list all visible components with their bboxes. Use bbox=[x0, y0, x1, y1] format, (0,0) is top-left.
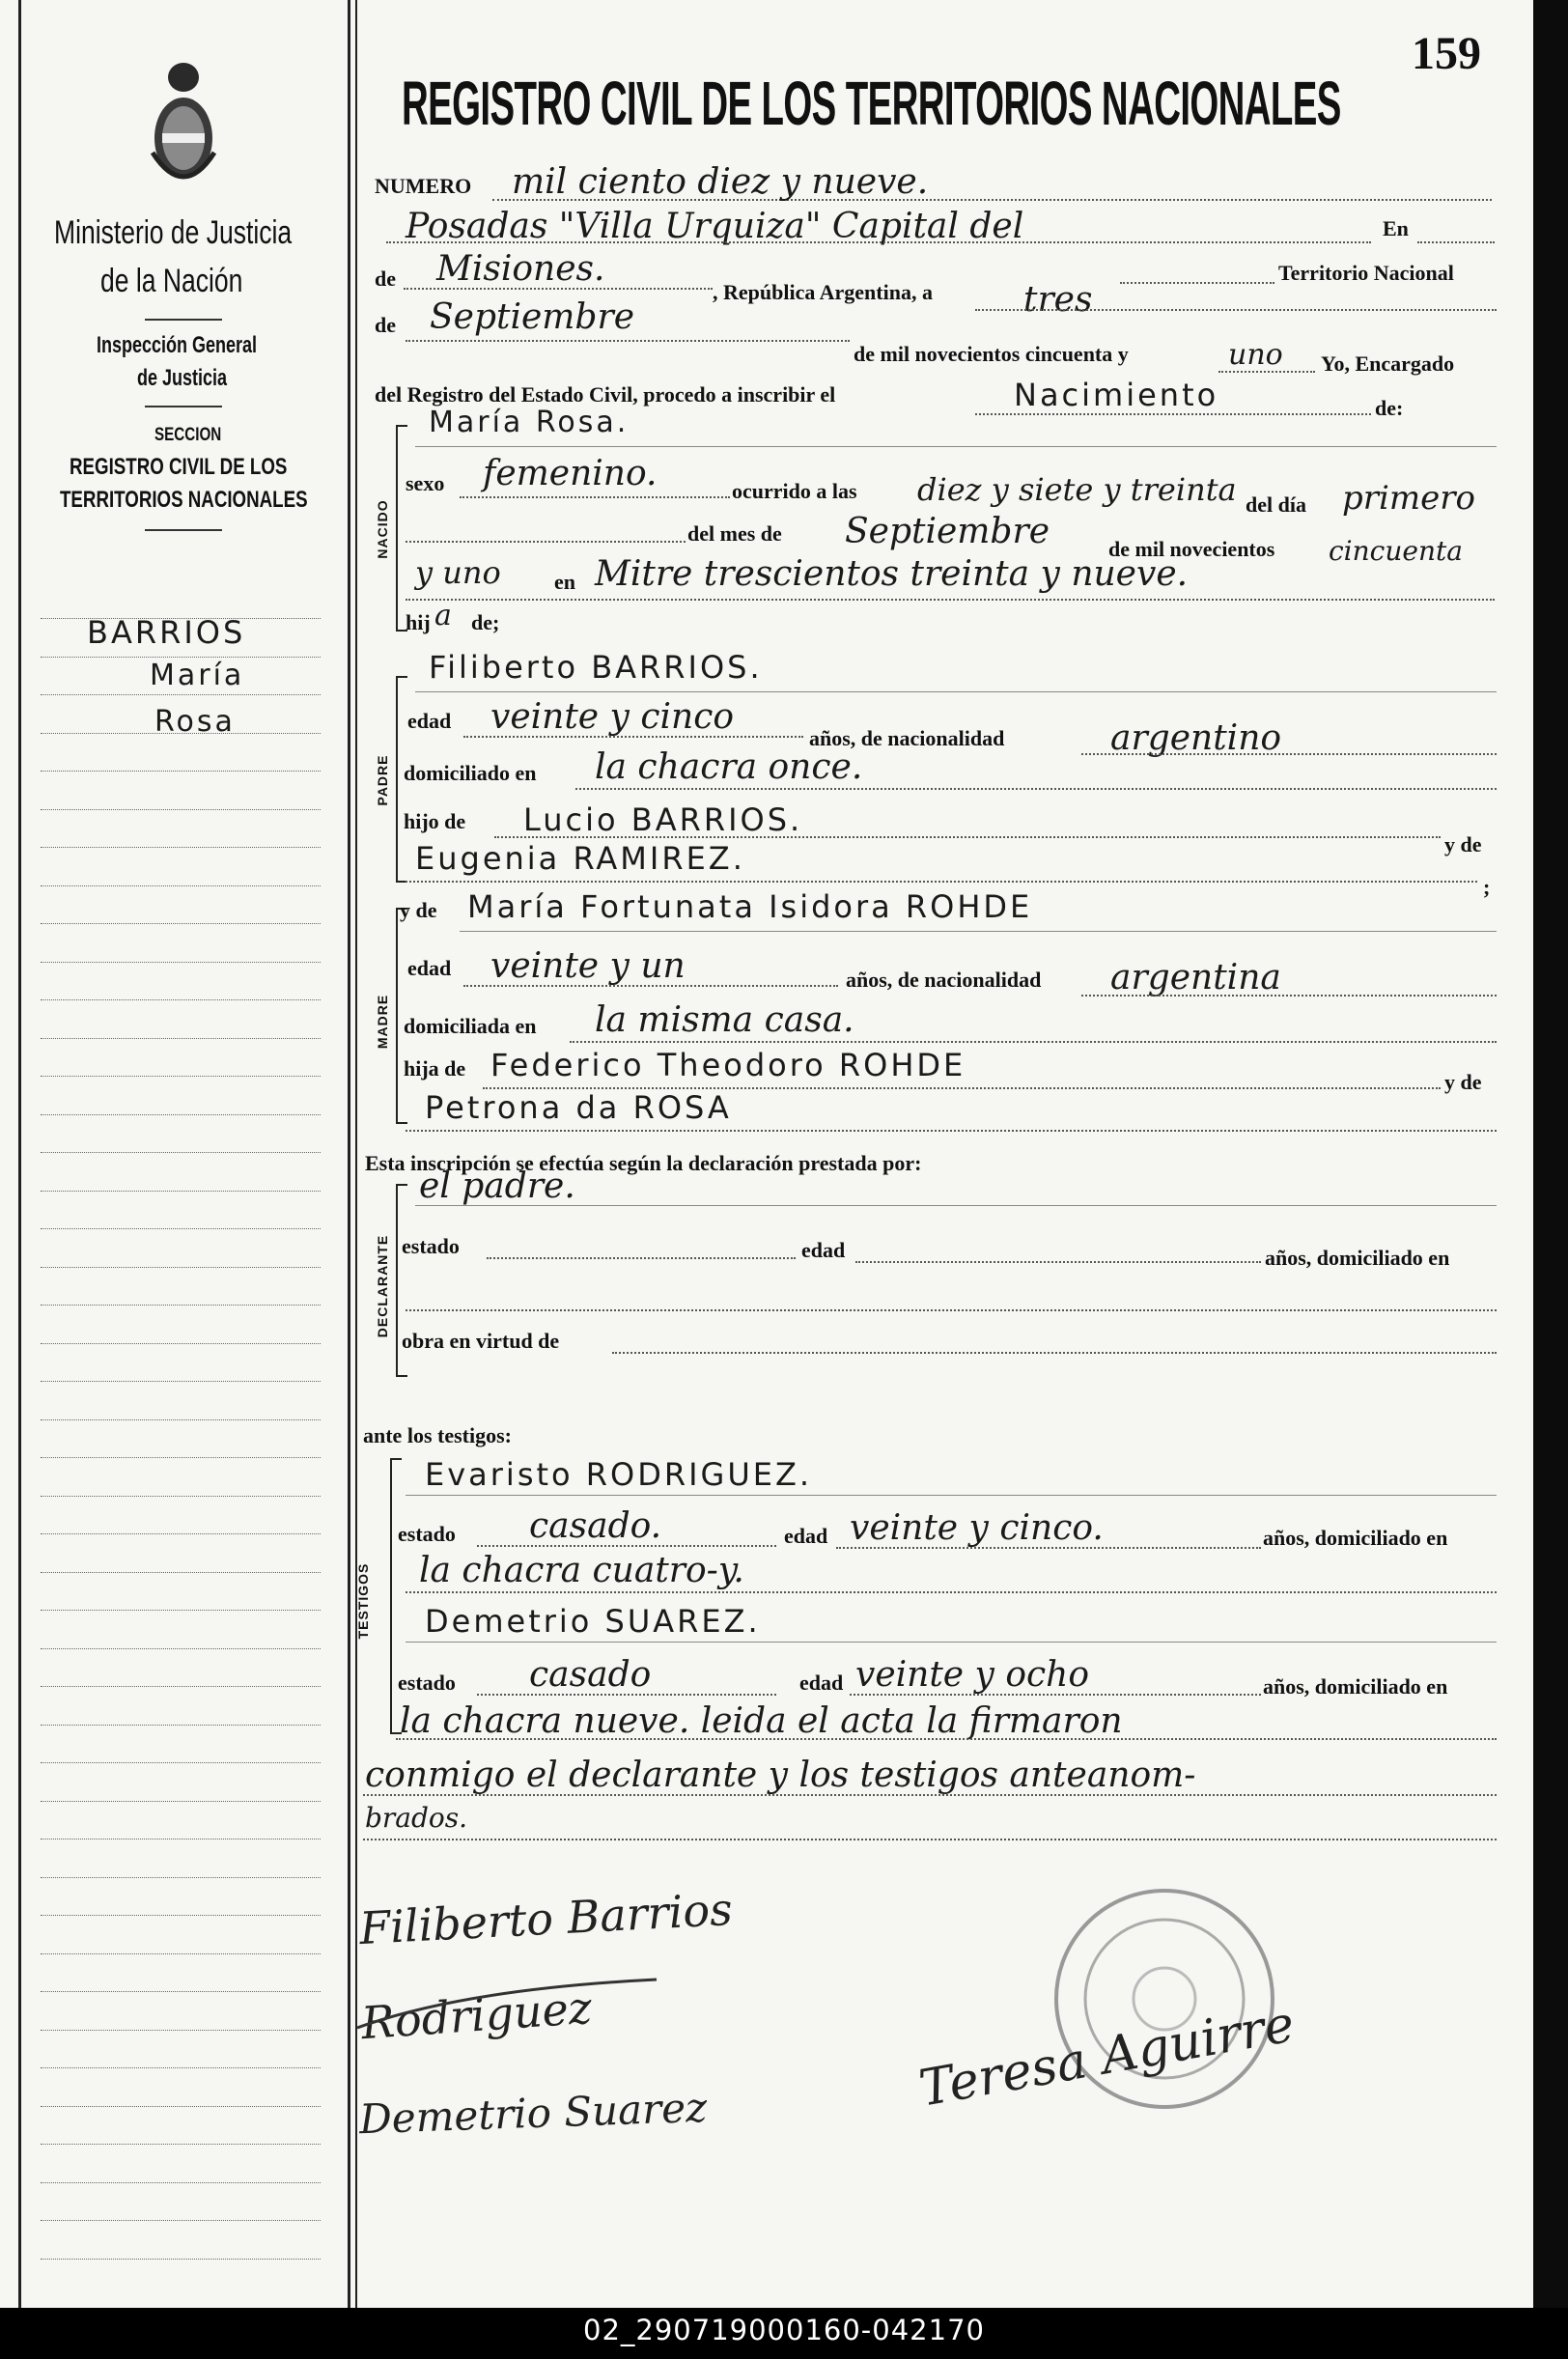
left-ruled-line bbox=[41, 618, 321, 619]
padre-domicilio-label: domiciliado en bbox=[404, 761, 537, 785]
closing-line-1: conmigo el declarante y los testigos anteanom- bbox=[365, 1755, 1196, 1795]
left-ruled-line bbox=[41, 2106, 321, 2107]
en-line bbox=[1417, 241, 1495, 243]
signature-demetrio: Demetrio Suarez bbox=[358, 2083, 708, 2144]
hijo-label: hij bbox=[406, 610, 431, 634]
testigo2-dom-line bbox=[396, 1738, 1497, 1740]
lugar-value: Mitre trescientos treinta y nueve. bbox=[595, 554, 1189, 594]
padre-padre-line bbox=[494, 836, 1441, 838]
left-ruled-line bbox=[41, 2030, 321, 2031]
de-colon: de: bbox=[1375, 396, 1404, 420]
inspection-divider bbox=[145, 406, 222, 407]
ocurrido-label: ocurrido a las bbox=[732, 479, 857, 503]
left-ruled-line bbox=[41, 1648, 321, 1649]
left-ruled-line bbox=[41, 1991, 321, 1992]
margin-surname: BARRIOS bbox=[87, 614, 246, 651]
declarante-estado-line bbox=[487, 1257, 796, 1259]
padre-nacionalidad-value: argentino bbox=[1110, 718, 1282, 758]
coat-of-arms-seal bbox=[145, 56, 222, 191]
territorio-label: Territorio Nacional bbox=[1278, 261, 1454, 285]
madre-name: María Fortunata Isidora ROHDE bbox=[467, 888, 1033, 925]
testigo1-estado-value: casado. bbox=[529, 1506, 662, 1546]
padre-domicilio-value: la chacra once. bbox=[595, 747, 863, 787]
madre-domicilio-label: domiciliada en bbox=[404, 1014, 537, 1038]
left-ruled-line bbox=[41, 2182, 321, 2183]
sexo-value: femenino. bbox=[483, 454, 658, 493]
day-line bbox=[975, 309, 1497, 311]
madre-padre-value: Federico Theodoro ROHDE bbox=[490, 1047, 966, 1083]
testigo2-domicilio-value: la chacra nueve. leida el acta la firmaron bbox=[400, 1701, 1123, 1741]
madre-madre-value: Petrona da ROSA bbox=[425, 1089, 732, 1126]
left-ruled-line bbox=[41, 962, 321, 963]
testigo1-dom-line bbox=[406, 1591, 1497, 1593]
left-ruled-line bbox=[41, 1267, 321, 1268]
nacido-en-label: en bbox=[554, 570, 575, 594]
left-ruled-line bbox=[41, 2067, 321, 2068]
mes-pre-line bbox=[406, 541, 686, 543]
territory-line bbox=[404, 288, 713, 290]
nacido-name: María Rosa. bbox=[429, 406, 630, 439]
left-ruled-line bbox=[41, 1305, 321, 1306]
year-value: uno bbox=[1228, 338, 1283, 372]
mil-label: de mil novecientos bbox=[1108, 537, 1275, 561]
madre-edad-label: edad bbox=[407, 956, 452, 980]
testigo1-name-line bbox=[406, 1495, 1497, 1496]
testigo1-edad-label: edad bbox=[784, 1524, 828, 1548]
testigo1-estado-label: estado bbox=[398, 1522, 456, 1546]
madre-hija-de-label: hija de bbox=[404, 1056, 466, 1081]
dia-value: primero bbox=[1342, 479, 1475, 518]
ministry-divider bbox=[145, 319, 222, 321]
left-ruled-line bbox=[41, 1877, 321, 1878]
left-ruled-line bbox=[41, 1915, 321, 1916]
en-label: En bbox=[1383, 216, 1409, 240]
declarante-obra-line bbox=[612, 1352, 1497, 1354]
del-mes-label: del mes de bbox=[687, 521, 782, 546]
signature-teresa: Teresa Aguirre bbox=[914, 1995, 1299, 2119]
testigos-side-label: TESTIGOS bbox=[355, 1562, 371, 1640]
testigo2-estado-value: casado bbox=[529, 1655, 652, 1695]
inspection-line-2: de Justicia bbox=[137, 365, 228, 391]
lugar-line bbox=[406, 599, 1495, 601]
sexo-line bbox=[460, 496, 730, 498]
padre-y-de-label: y de bbox=[1444, 832, 1482, 857]
mes-value: Septiembre bbox=[845, 512, 1050, 551]
left-ruled-line bbox=[41, 1953, 321, 1954]
month-value: Septiembre bbox=[430, 297, 634, 337]
declarante-edad-label: edad bbox=[801, 1238, 846, 1262]
left-ruled-line bbox=[41, 1686, 321, 1687]
signature-flourish bbox=[348, 1970, 666, 2047]
testigo2-edad-line bbox=[850, 1694, 1261, 1696]
madre-y-de-label: y de bbox=[400, 898, 437, 922]
declarante-dom-line bbox=[406, 1309, 1497, 1311]
section-line-1: REGISTRO CIVIL DE LOS bbox=[70, 454, 288, 480]
left-ruled-line bbox=[41, 1381, 321, 1382]
left-ruled-line bbox=[41, 2144, 321, 2145]
testigo2-name-line bbox=[406, 1642, 1497, 1643]
year-label: de mil novecientos cincuenta y bbox=[854, 342, 1129, 366]
madre-anios-label: años, de nacionalidad bbox=[846, 968, 1042, 992]
padre-edad-line bbox=[463, 736, 803, 738]
testigo1-edad-line bbox=[836, 1547, 1261, 1549]
left-ruled-line bbox=[41, 1343, 321, 1344]
left-ruled-line bbox=[41, 1496, 321, 1497]
left-ruled-line bbox=[41, 1038, 321, 1039]
declarante-anios-label: años, domiciliado en bbox=[1265, 1246, 1450, 1270]
madre-nac-line bbox=[1081, 995, 1497, 997]
padre-side-label: PADRE bbox=[375, 754, 390, 806]
column-divider bbox=[348, 0, 350, 2308]
left-ruled-line bbox=[41, 1152, 321, 1153]
closing-line-2-rule bbox=[363, 1839, 1497, 1840]
section-line-2: TERRITORIOS NACIONALES bbox=[60, 487, 308, 513]
left-ruled-line bbox=[41, 1457, 321, 1458]
de-label-1: de bbox=[375, 267, 396, 291]
del-dia-label: del día bbox=[1246, 492, 1306, 517]
declarante-estado-label: estado bbox=[402, 1234, 460, 1258]
ministry-line-2: de la Nación bbox=[100, 263, 243, 299]
scan-edge bbox=[1533, 0, 1568, 2308]
testigo2-edad-value: veinte y ocho bbox=[855, 1655, 1090, 1695]
madre-nacionalidad-value: argentina bbox=[1110, 958, 1281, 997]
capital-line bbox=[1120, 282, 1274, 284]
declarante-name: el padre. bbox=[419, 1166, 575, 1206]
left-ruled-line bbox=[41, 1801, 321, 1802]
testigo2-name: Demetrio SUAREZ. bbox=[425, 1603, 761, 1640]
madre-domicilio-value: la misma casa. bbox=[595, 1000, 854, 1040]
margin-given-2: Rosa bbox=[154, 705, 236, 739]
yo-label: Yo, Encargado bbox=[1321, 351, 1455, 376]
left-margin-line bbox=[18, 0, 21, 2308]
column-divider-inner bbox=[355, 0, 357, 2308]
madre-edad-value: veinte y un bbox=[490, 946, 686, 986]
signature-filiberto: Filiberto Barrios bbox=[357, 1882, 734, 1955]
act-value: Nacimiento bbox=[1014, 377, 1219, 413]
ministry-line-1: Ministerio de Justicia bbox=[54, 214, 293, 251]
testigo2-edad-label: edad bbox=[799, 1671, 844, 1695]
place-value: Posadas "Villa Urquiza" Capital del bbox=[406, 207, 1024, 246]
section-divider bbox=[145, 529, 222, 531]
signature-rodriguez: Rodriguez bbox=[359, 1980, 594, 2050]
testigo1-domicilio-value: la chacra cuatro-y. bbox=[419, 1551, 744, 1590]
territory-value: Misiones. bbox=[436, 249, 605, 289]
padre-dom-line bbox=[575, 788, 1497, 790]
closing-line-1-rule bbox=[363, 1794, 1497, 1796]
padre-name: Filiberto BARRIOS. bbox=[429, 649, 763, 686]
left-ruled-line bbox=[41, 2220, 321, 2221]
left-ruled-line bbox=[41, 923, 321, 924]
padre-padre-value: Lucio BARRIOS. bbox=[523, 801, 803, 838]
left-ruled-line bbox=[41, 1191, 321, 1192]
registro-label: del Registro del Estado Civil, procedo a inscribir el bbox=[375, 382, 836, 407]
hora-value: diez y siete y treinta bbox=[917, 471, 1237, 508]
left-ruled-line bbox=[41, 847, 321, 848]
anio-value-a: cincuenta bbox=[1329, 535, 1463, 567]
testigos-intro: ante los testigos: bbox=[363, 1423, 512, 1447]
left-ruled-line bbox=[41, 1533, 321, 1534]
testigo2-anios-label: años, domiciliado en bbox=[1263, 1674, 1448, 1699]
margin-given-1: María bbox=[150, 659, 245, 692]
padre-anios-label: años, de nacionalidad bbox=[809, 726, 1005, 750]
padre-nac-line bbox=[1081, 753, 1497, 755]
left-ruled-line bbox=[41, 771, 321, 772]
declarante-edad-line bbox=[855, 1261, 1261, 1263]
madre-dom-line bbox=[570, 1041, 1497, 1043]
left-ruled-line bbox=[41, 1228, 321, 1229]
inspection-line-1: Inspección General bbox=[97, 332, 258, 358]
left-ruled-line bbox=[41, 733, 321, 734]
testigo2-estado-label: estado bbox=[398, 1671, 456, 1695]
nacido-name-line bbox=[415, 446, 1497, 447]
left-ruled-line bbox=[41, 885, 321, 886]
left-ruled-line bbox=[41, 1762, 321, 1763]
hijo-de-label: de; bbox=[471, 610, 500, 634]
madre-edad-line bbox=[463, 985, 838, 987]
left-ruled-line bbox=[41, 1725, 321, 1726]
folio-number: 159 bbox=[1412, 28, 1481, 79]
place-line bbox=[386, 241, 1371, 243]
year-line bbox=[1218, 371, 1315, 373]
de-label-2: de bbox=[375, 313, 396, 337]
padre-name-line bbox=[415, 691, 1497, 692]
republica-label: , República Argentina, a bbox=[713, 280, 933, 304]
sexo-label: sexo bbox=[406, 471, 445, 495]
left-ruled-line bbox=[41, 1076, 321, 1077]
section-label: SECCION bbox=[154, 425, 222, 445]
testigo2-estado-line bbox=[477, 1694, 776, 1696]
footer-id: 02_290719000160-042170 bbox=[583, 2314, 985, 2346]
padre-madre-value: Eugenia RAMIREZ. bbox=[415, 840, 745, 877]
madre-side-label: MADRE bbox=[375, 994, 390, 1050]
page-title: REGISTRO CIVIL DE LOS TERRITORIOS NACIONALES bbox=[402, 69, 1341, 138]
left-ruled-line bbox=[41, 1610, 321, 1611]
left-ruled-line bbox=[41, 1114, 321, 1115]
declarante-side-label: DECLARANTE bbox=[375, 1234, 390, 1338]
nacido-side-label: NACIDO bbox=[375, 499, 390, 559]
declarante-intro: Esta inscripción se efectúa según la declaración prestada por: bbox=[365, 1151, 922, 1175]
declarante-name-line bbox=[415, 1205, 1497, 1206]
padre-hijo-de-label: hijo de bbox=[404, 809, 466, 833]
testigo1-anios-label: años, domiciliado en bbox=[1263, 1526, 1448, 1550]
left-ruled-line bbox=[41, 999, 321, 1000]
padre-edad-label: edad bbox=[407, 709, 452, 733]
hijo-value: a bbox=[434, 599, 452, 632]
act-line bbox=[975, 413, 1371, 415]
left-ruled-line bbox=[41, 657, 321, 658]
day-value: tres bbox=[1023, 280, 1093, 320]
left-ruled-line bbox=[41, 1419, 321, 1420]
testigo1-estado-line bbox=[477, 1545, 776, 1547]
declarante-obra-label: obra en virtud de bbox=[402, 1329, 560, 1353]
left-ruled-line bbox=[41, 809, 321, 810]
numero-label: NUMERO bbox=[375, 174, 472, 198]
padre-madre-line bbox=[406, 881, 1477, 883]
testigo1-name: Evaristo RODRIGUEZ. bbox=[425, 1456, 813, 1493]
left-ruled-line bbox=[41, 1572, 321, 1573]
month-line bbox=[406, 340, 850, 342]
anio-value-b: y uno bbox=[415, 554, 501, 591]
madre-y-de2-label: y de bbox=[1444, 1070, 1482, 1094]
madre-madre-line bbox=[406, 1130, 1497, 1132]
madre-name-line bbox=[460, 931, 1497, 932]
padre-edad-value: veinte y cinco bbox=[490, 697, 735, 737]
numero-value: mil ciento diez y nueve. bbox=[512, 162, 929, 202]
padre-semicolon: ; bbox=[1483, 875, 1491, 899]
closing-line-2: brados. bbox=[365, 1802, 468, 1834]
left-ruled-line bbox=[41, 694, 321, 695]
left-ruled-line bbox=[41, 2259, 321, 2260]
testigo1-edad-value: veinte y cinco. bbox=[850, 1508, 1104, 1548]
